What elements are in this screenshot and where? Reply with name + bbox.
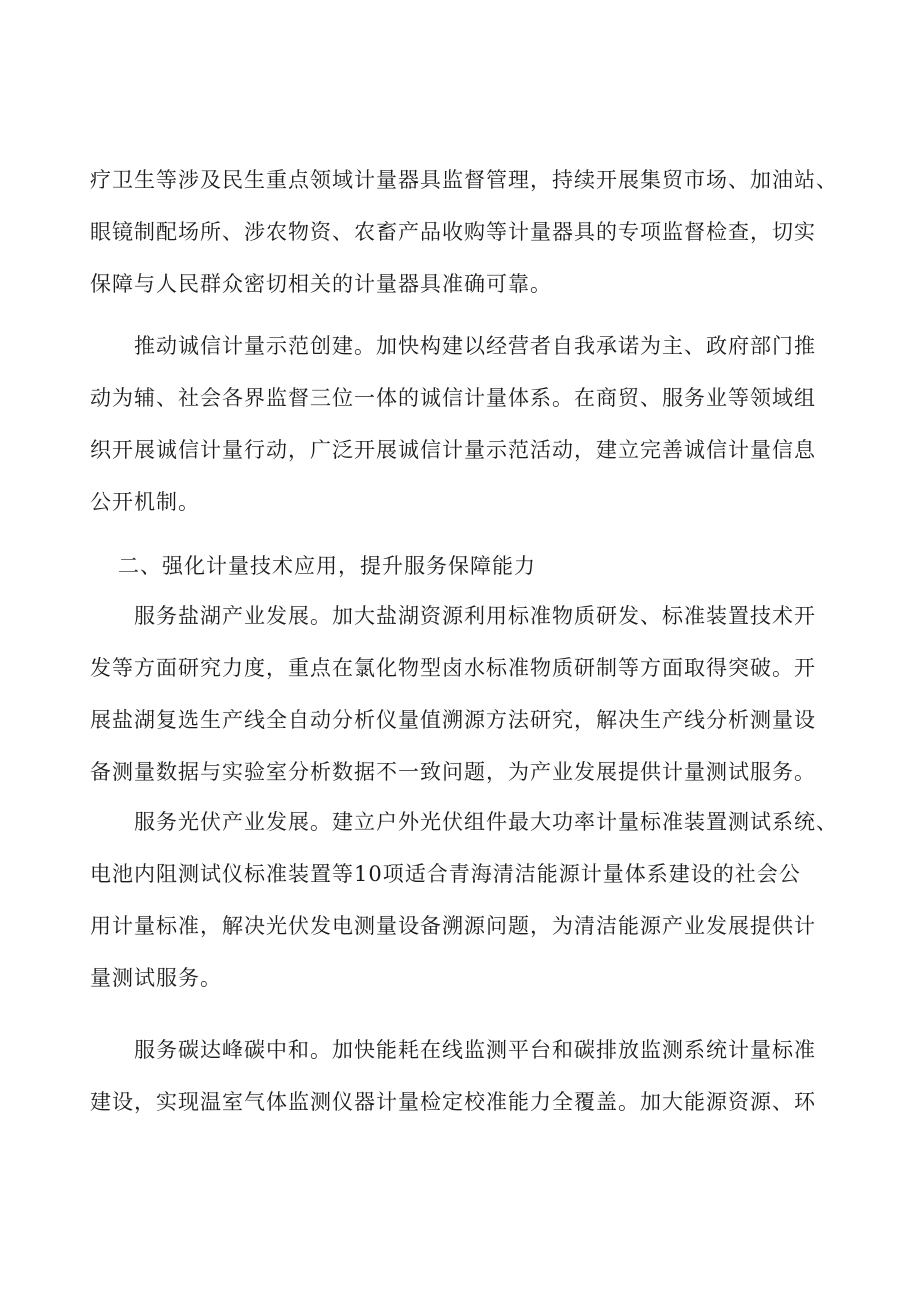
paragraph-carbon-neutrality (90, 1024, 845, 1128)
text-line: 疗卫生等涉及民生重点领域计量器具监督管理，持续开展集贸市场、加油站、 (90, 168, 838, 192)
text-line: 服务碳达峰碳中和。加快能耗在线监测平台和碳排放监测系统计量标准 (134, 1038, 816, 1062)
text-line: 电池内阻测试仪标准装置等10项适合青海清洁能源计量体系建设的社会公 (90, 862, 801, 886)
paragraph-metrology-supervision (90, 154, 845, 310)
text-line: 服务盐湖产业发展。加大盐湖资源利用标准物质研发、标准装置技术开 (134, 604, 816, 628)
text-line: 发等方面研究力度，重点在氯化物型卤水标准物质研制等方面取得突破。开 (90, 656, 816, 680)
text-line: 眼镜制配场所、涉农物资、农畜产品收购等计量器具的专项监督检查，切实 (90, 220, 816, 244)
text-line: 公开机制。 (90, 490, 200, 514)
text-line: 动为辅、社会各界监督三位一体的诚信计量体系。在商贸、服务业等领域组 (90, 386, 816, 410)
text-line: 服务光伏产业发展。建立户外光伏组件最大功率计量标准装置测试系统、 (134, 810, 838, 834)
section-heading: 二、强化计量技术应用，提升服务保障能力 (118, 554, 536, 578)
paragraph-photovoltaic-industry (90, 796, 845, 1004)
text-line: 保障与人民群众密切相关的计量器具准确可靠。 (90, 272, 552, 296)
text-line: 量测试服务。 (90, 966, 222, 990)
text-line: 建设，实现温室气体监测仪器计量检定校准能力全覆盖。加大能源资源、环 (90, 1090, 816, 1114)
text-line: 用计量标准，解决光伏发电测量设备溯源问题，为清洁能源产业发展提供计 (90, 914, 816, 938)
text-line: 展盐湖复选生产线全自动分析仪量值溯源方法研究，解决生产线分析测量设 (90, 708, 816, 732)
text-line: 备测量数据与实验室分析数据不一致问题，为产业发展提供计量测试服务。 (90, 760, 816, 784)
paragraph-integrity-metrology (90, 320, 845, 528)
text-line: 织开展诚信计量行动，广泛开展诚信计量示范活动，建立完善诚信计量信息 (90, 438, 816, 462)
paragraph-salt-lake-industry (90, 590, 845, 798)
text-line: 推动诚信计量示范创建。加快构建以经营者自我承诺为主、政府部门推 (134, 334, 816, 358)
